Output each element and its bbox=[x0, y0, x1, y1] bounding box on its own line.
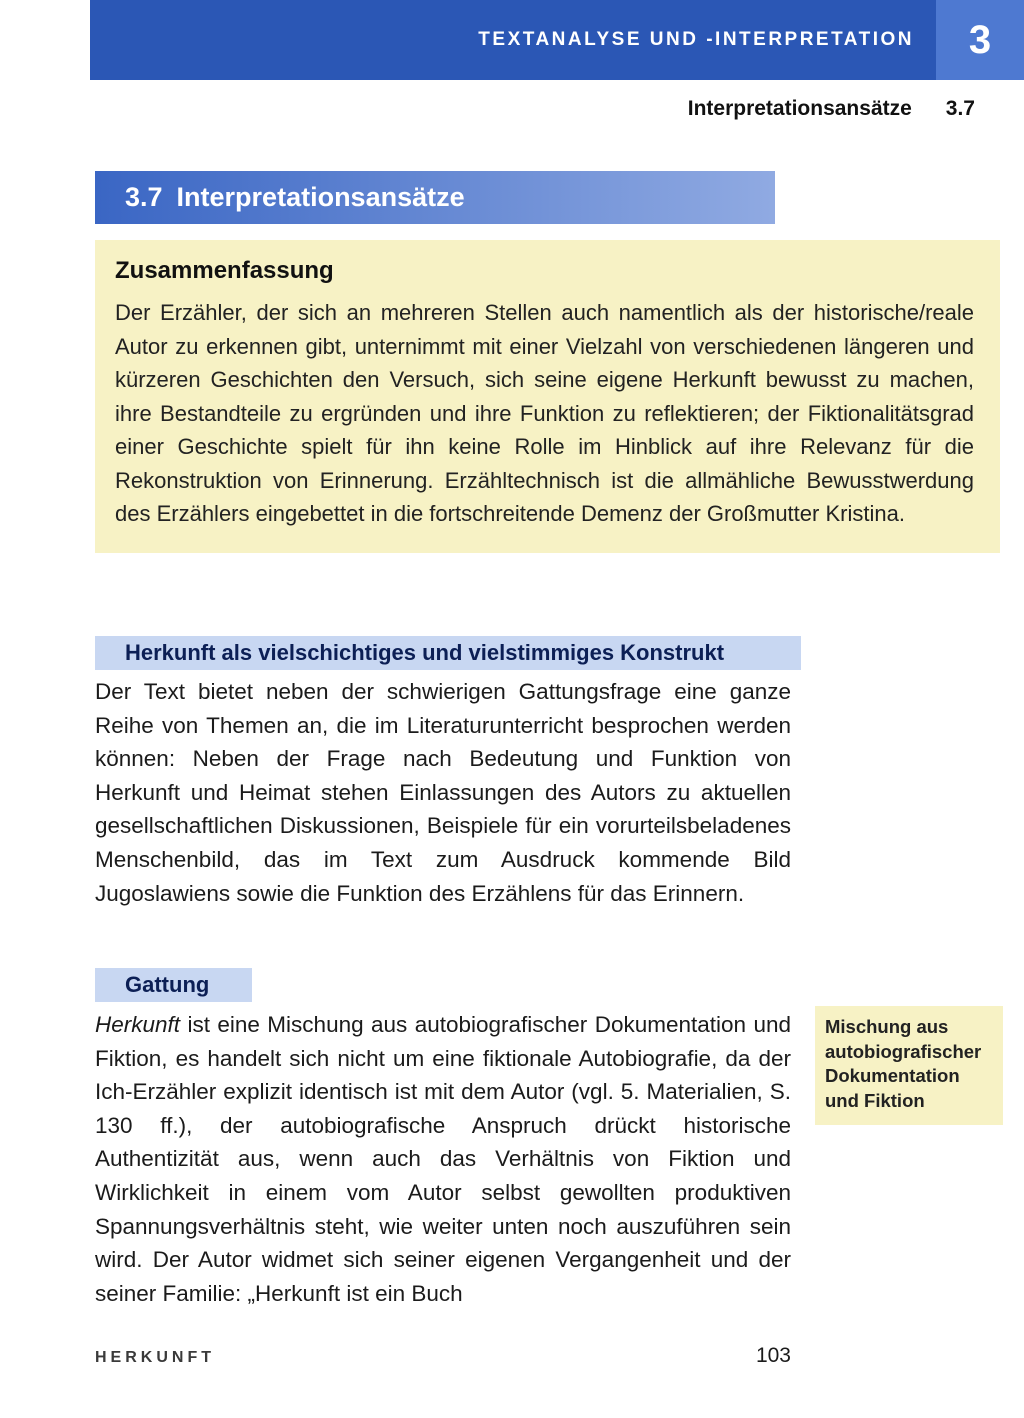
paragraph-gattung-lead-italic: Herkunft bbox=[95, 1012, 181, 1037]
breadcrumb-number: 3.7 bbox=[945, 97, 975, 120]
summary-title: Zusammenfassung bbox=[115, 257, 334, 284]
chapter-header-bar bbox=[90, 0, 1024, 80]
paragraph-gattung-text: ist eine Mischung aus autobiografischer Dokumentation und Fiktion, es handelt sich nicht um eine fiktionale Autobiografie, da der Ich-Erzähler explizit identisch ist mit dem Autor (vgl. 5. Materialien, S. 130 ff.), der autobiografische Anspruch drückt historische Authentizität aus, wenn auch das Verhältnis von Fiktion und Wirklichkeit in einem vom Autor selbst gewollten produktiven Spannungsverhältnis steht, wie weiter unten noch auszuführen sein wird. Der Autor widmet sich seiner eigenen Vergangenheit und der seiner Familie: „Herkunft ist ein Buch bbox=[95, 1012, 791, 1306]
section-number: 3.7 bbox=[125, 182, 163, 212]
footer-page-number: 103 bbox=[755, 1344, 791, 1367]
margin-note: Mischung aus autobiografischer Dokumentation und Fiktion bbox=[815, 1006, 1003, 1125]
section-title: Interpretationsansätze bbox=[176, 182, 465, 212]
subheading-konstrukt-label: Herkunft als vielschichtiges und vielstimmiges Konstrukt bbox=[125, 640, 725, 665]
summary-body: Der Erzähler, der sich an mehreren Stellen auch namentlich als der historische/reale Autor zu erkennen gibt, unternimmt mit einer Vielzahl von verschiedenen längeren und kürzeren Geschichten den Versuch, sich seine eigene Herkunft bewusst zu machen, ihre Bestandteile zu ergründen und ihre Funktion zu reflektieren; der Fiktionalitätsgrad einer Geschichte spielt für ihn keine Rolle im Hinblick auf ihre Relevanz für die Rekonstruktion von Erinnerung. Erzähltechnisch ist die allmähliche Bewusstwerdung des Erzählers eingebettet in die fortschreitende Demenz der Großmutter Kristina. bbox=[115, 300, 974, 526]
breadcrumb-label: Interpretationsansätze bbox=[687, 97, 912, 120]
subheading-gattung bbox=[95, 968, 252, 1002]
chapter-title: TEXTANALYSE UND -INTERPRETATION bbox=[478, 29, 914, 50]
summary-box bbox=[95, 240, 1000, 553]
chapter-number-badge: 3 bbox=[936, 0, 1024, 80]
subheading-gattung-label: Gattung bbox=[125, 972, 210, 997]
breadcrumb bbox=[688, 97, 975, 121]
subheading-konstrukt bbox=[95, 636, 801, 670]
paragraph-konstrukt: Der Text bietet neben der schwierigen Gattungsfrage eine ganze Reihe von Themen an, die im Literaturunterricht besprochen werden können: Neben der Frage nach Bedeutung und Funktion von Herkunft und Heimat stehen Einlassungen des Autors zu aktuellen gesellschaftlichen Diskussionen, Beispiele für ein vorurteilsbeladenes Menschenbild, das im Text zum Ausdruck kommende Bild Jugoslawiens sowie die Funktion des Erzählens für das Erinnern. bbox=[95, 679, 791, 906]
section-title-bar bbox=[95, 171, 775, 224]
paragraph-gattung bbox=[95, 1008, 791, 1310]
footer-book-title: HERKUNFT bbox=[95, 1349, 215, 1366]
